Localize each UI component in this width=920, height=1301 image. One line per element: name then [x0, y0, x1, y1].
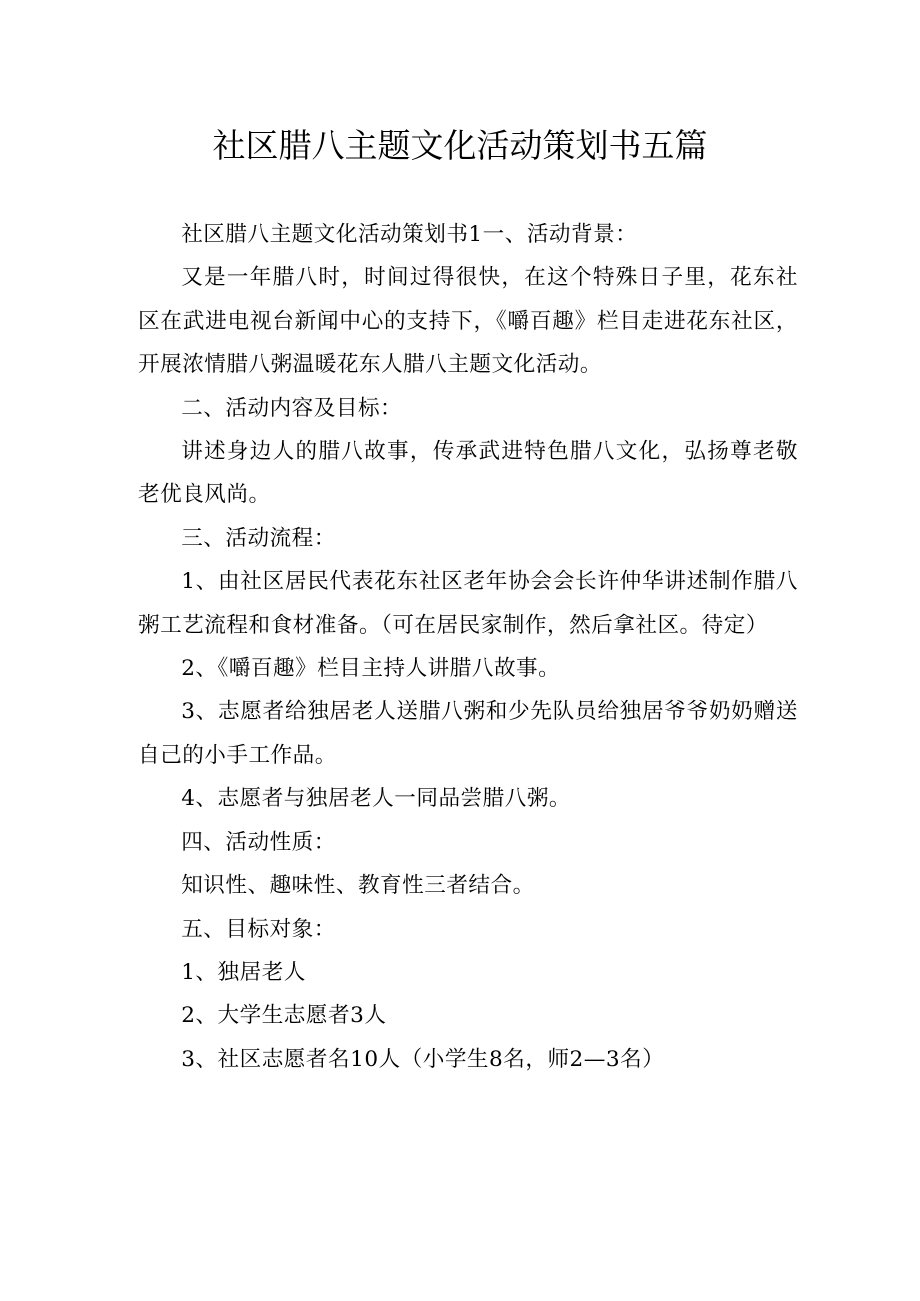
paragraph-nature-heading: 四、活动性质：: [181, 829, 336, 855]
paragraph-background-text: 又是一年腊八时，时间过得很快，在这个特殊日子里，花东社区在武进电视台新闻中心的支持下，《嚼百趣》栏目走进花东社区，开展浓情腊八粥温暖花东人腊八主题文化活动。: [138, 265, 798, 378]
paragraph-content-heading: 二、活动内容及目标：: [181, 395, 403, 421]
paragraph-process-step-2: 2、《嚼百趣》栏目主持人讲腊八故事。: [181, 656, 561, 682]
paragraph-target-item-2: 2、大学生志愿者3人: [181, 1003, 387, 1029]
document-body: [138, 213, 798, 1081]
paragraph-process-step-1: 1、由社区居民代表花东社区老年协会会长许仲华讲述制作腊八粥工艺流程和食材准备。（可在居民家制作，然后拿社区。待定）: [138, 569, 798, 638]
document-title: 社区腊八主题文化活动策划书五篇: [212, 126, 708, 165]
paragraph-target-item-3: 3、社区志愿者名10人（小学生8名，师2—3名）: [181, 1046, 665, 1072]
paragraph-content-text: 讲述身边人的腊八故事，传承武进特色腊八文化，弘扬尊老敬老优良风尚。: [138, 439, 798, 508]
paragraph-process-heading: 三、活动流程：: [181, 525, 336, 551]
paragraph-process-step-3: 3、志愿者给独居老人送腊八粥和少先队员给独居爷爷奶奶赠送自己的小手工作品。: [138, 699, 798, 768]
paragraph-nature-text: 知识性、趣味性、教育性三者结合。: [181, 873, 535, 899]
paragraph-target-heading: 五、目标对象：: [181, 916, 336, 942]
paragraph-process-step-4: 4、志愿者与独居老人一同品尝腊八粥。: [181, 786, 572, 812]
paragraph-target-item-1: 1、独居老人: [181, 959, 306, 985]
paragraph-background-heading: 社区腊八主题文化活动策划书1一、活动背景：: [181, 222, 638, 247]
